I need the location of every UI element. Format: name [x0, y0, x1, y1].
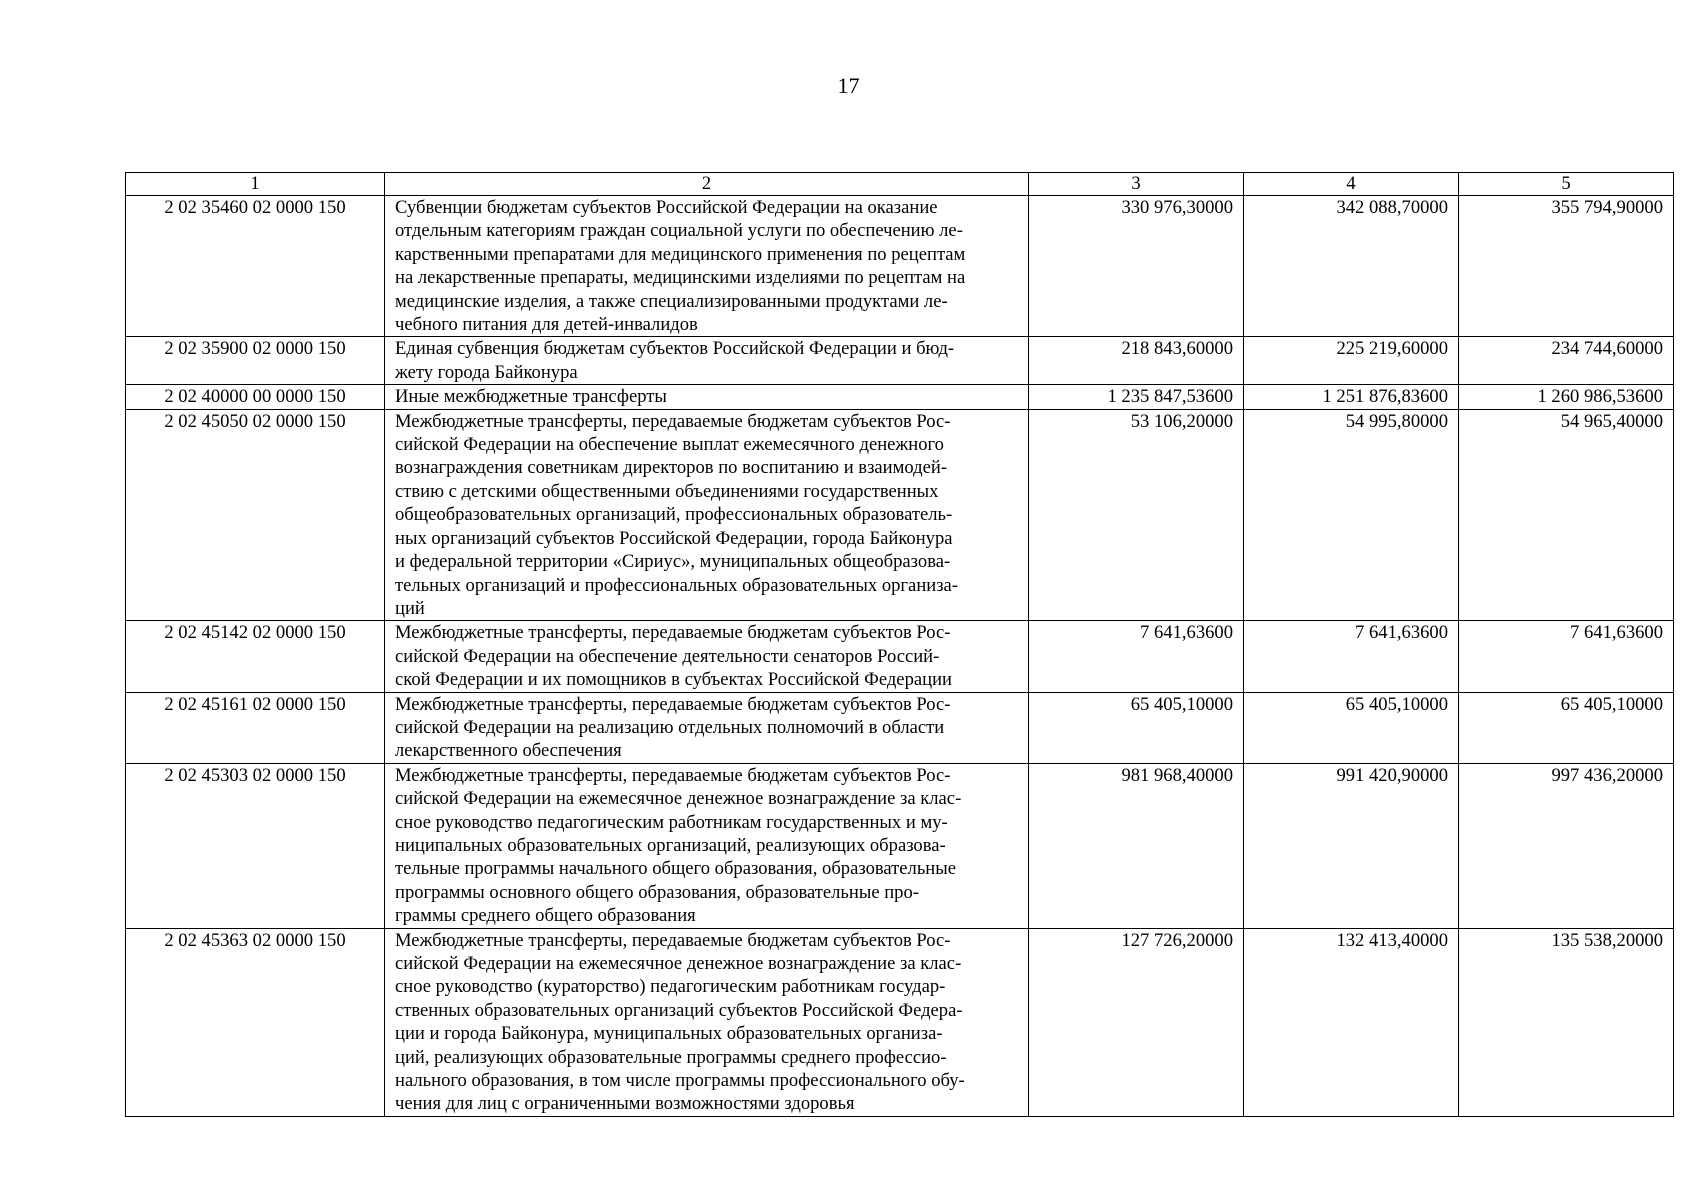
table-row — [126, 196, 1674, 337]
description-line: граммы среднего общего образования — [395, 905, 696, 927]
amount-col4-cell: 225 219,60000 — [1244, 337, 1459, 385]
amount-col3-cell: 7 641,63600 — [1029, 621, 1244, 692]
amount-col3-cell: 330 976,30000 — [1029, 196, 1244, 337]
amount-col4-cell: 7 641,63600 — [1244, 621, 1459, 692]
column-header-4: 4 — [1244, 173, 1459, 196]
budget-code-cell: 2 02 45363 02 0000 150 — [126, 928, 385, 1116]
amount-col5-cell: 54 965,40000 — [1459, 409, 1674, 621]
description-cell — [385, 196, 1029, 337]
amount-col4-cell: 132 413,40000 — [1244, 928, 1459, 1116]
description-line: ственных образовательных организаций субъектов Российской Федера- — [395, 999, 963, 1021]
description-line: сное руководство (кураторство) педагогическим работникам государ- — [395, 976, 946, 998]
amount-col3-cell: 53 106,20000 — [1029, 409, 1244, 621]
description-line: Иные межбюджетные трансферты — [395, 386, 667, 408]
budget-code-cell: 2 02 40000 00 0000 150 — [126, 385, 385, 409]
amount-col5-cell: 65 405,10000 — [1459, 692, 1674, 763]
description-cell — [385, 692, 1029, 763]
column-header-5: 5 — [1459, 173, 1674, 196]
budget-code-cell: 2 02 35460 02 0000 150 — [126, 196, 385, 337]
amount-col3-cell: 218 843,60000 — [1029, 337, 1244, 385]
column-header-3: 3 — [1029, 173, 1244, 196]
description-line: ций — [395, 597, 425, 619]
description-line: ции и города Байконура, муниципальных образовательных организа- — [395, 1023, 943, 1045]
description-line: ных организаций субъектов Российской Федерации, города Байконура — [395, 527, 953, 549]
amount-col3-cell: 127 726,20000 — [1029, 928, 1244, 1116]
header-row — [126, 173, 1674, 196]
description-line: вознаграждения советникам директоров по воспитанию и взаимодей- — [395, 457, 948, 479]
budget-code-cell: 2 02 45303 02 0000 150 — [126, 763, 385, 928]
amount-col4-cell: 342 088,70000 — [1244, 196, 1459, 337]
budget-code-cell: 2 02 45050 02 0000 150 — [126, 409, 385, 621]
description-line: Межбюджетные трансферты, передаваемые бюджетам субъектов Рос- — [395, 693, 951, 715]
description-line: сийской Федерации на ежемесячное денежное вознаграждение за клас- — [395, 953, 962, 974]
description-line: лекарственного обеспечения — [395, 740, 622, 762]
table-body — [126, 196, 1674, 1117]
description-line: тельных организаций и профессиональных образовательных организа- — [395, 574, 959, 596]
table-row — [126, 409, 1674, 621]
description-line: ской Федерации и их помощников в субъектах Российской Федерации — [395, 669, 952, 691]
description-line: сийской Федерации на обеспечение выплат ежемесячного денежного — [395, 434, 944, 456]
budget-table — [125, 172, 1674, 1117]
description-line: Межбюджетные трансферты, передаваемые бюджетам субъектов Рос- — [395, 410, 951, 432]
amount-col5-cell: 135 538,20000 — [1459, 928, 1674, 1116]
description-line: Единая субвенция бюджетам субъектов Российской Федерации и бюд- — [395, 338, 955, 360]
description-line: тельные программы начального общего образования, образовательные — [395, 858, 957, 880]
amount-col4-cell: 1 251 876,83600 — [1244, 385, 1459, 409]
amount-col3-cell: 1 235 847,53600 — [1029, 385, 1244, 409]
description-line: Межбюджетные трансферты, передаваемые бюджетам субъектов Рос- — [395, 764, 951, 786]
description-line: чебного питания для детей-инвалидов — [395, 314, 698, 336]
amount-col4-cell: 65 405,10000 — [1244, 692, 1459, 763]
page-number: 17 — [837, 73, 860, 98]
table-row — [126, 621, 1674, 692]
description-line: Межбюджетные трансферты, передаваемые бюджетам субъектов Рос- — [395, 622, 951, 644]
amount-col5-cell: 355 794,90000 — [1459, 196, 1674, 337]
description-line: жету города Байконура — [395, 361, 578, 383]
budget-code-cell: 2 02 45161 02 0000 150 — [126, 692, 385, 763]
table-row — [126, 763, 1674, 928]
column-header-1: 1 — [126, 173, 385, 196]
description-line: сийской Федерации на ежемесячное денежное вознаграждение за клас- — [395, 788, 962, 810]
description-line: Субвенции бюджетам субъектов Российской Федерации на оказание — [395, 197, 938, 218]
description-cell — [385, 928, 1029, 1116]
description-cell — [385, 621, 1029, 692]
description-line: на лекарственные препараты, медицинскими изделиями по рецептам на — [395, 267, 966, 289]
amount-col5-cell: 234 744,60000 — [1459, 337, 1674, 385]
description-line: сийской Федерации на обеспечение деятельности сенаторов Россий- — [395, 645, 940, 667]
amount-col4-cell: 991 420,90000 — [1244, 763, 1459, 928]
description-cell — [385, 763, 1029, 928]
description-line: карственными препаратами для медицинского применения по рецептам — [395, 243, 966, 265]
description-line: сийской Федерации на реализацию отдельных полномочий в области — [395, 716, 945, 738]
table-row — [126, 337, 1674, 385]
description-line: ниципальных образовательных организаций, реализующих образова- — [395, 834, 946, 856]
description-cell — [385, 337, 1029, 385]
description-line: отдельным категориям граждан социальной услуги по обеспечению ле- — [395, 220, 963, 242]
description-line: медицинские изделия, а также специализированными продуктами ле- — [395, 290, 948, 312]
description-cell — [385, 409, 1029, 621]
description-line: Межбюджетные трансферты, передаваемые бюджетам субъектов Рос- — [395, 929, 951, 951]
description-line: ствию с детскими общественными объединениями государственных — [395, 480, 939, 502]
description-line: чения для лиц с ограниченными возможностями здоровья — [395, 1093, 855, 1115]
budget-code-cell: 2 02 35900 02 0000 150 — [126, 337, 385, 385]
amount-col3-cell: 65 405,10000 — [1029, 692, 1244, 763]
description-line: сное руководство педагогическим работникам государственных и му- — [395, 811, 948, 833]
amount-col3-cell: 981 968,40000 — [1029, 763, 1244, 928]
table-row — [126, 692, 1674, 763]
column-header-2: 2 — [385, 173, 1029, 196]
amount-col5-cell: 7 641,63600 — [1459, 621, 1674, 692]
description-line: ций, реализующих образовательные программы среднего профессио- — [395, 1046, 947, 1068]
description-line: программы основного общего образования, образовательные про- — [395, 881, 919, 903]
description-line: и федеральной территории «Сириус», муниципальных общеобразова- — [395, 551, 951, 573]
description-cell — [385, 385, 1029, 409]
table-row — [126, 385, 1674, 409]
amount-col4-cell: 54 995,80000 — [1244, 409, 1459, 621]
description-line: нального образования, в том числе программы профессионального обу- — [395, 1070, 965, 1092]
table-row — [126, 928, 1674, 1116]
amount-col5-cell: 997 436,20000 — [1459, 763, 1674, 928]
budget-code-cell: 2 02 45142 02 0000 150 — [126, 621, 385, 692]
description-line: общеобразовательных организаций, профессиональных образователь- — [395, 504, 953, 526]
amount-col5-cell: 1 260 986,53600 — [1459, 385, 1674, 409]
